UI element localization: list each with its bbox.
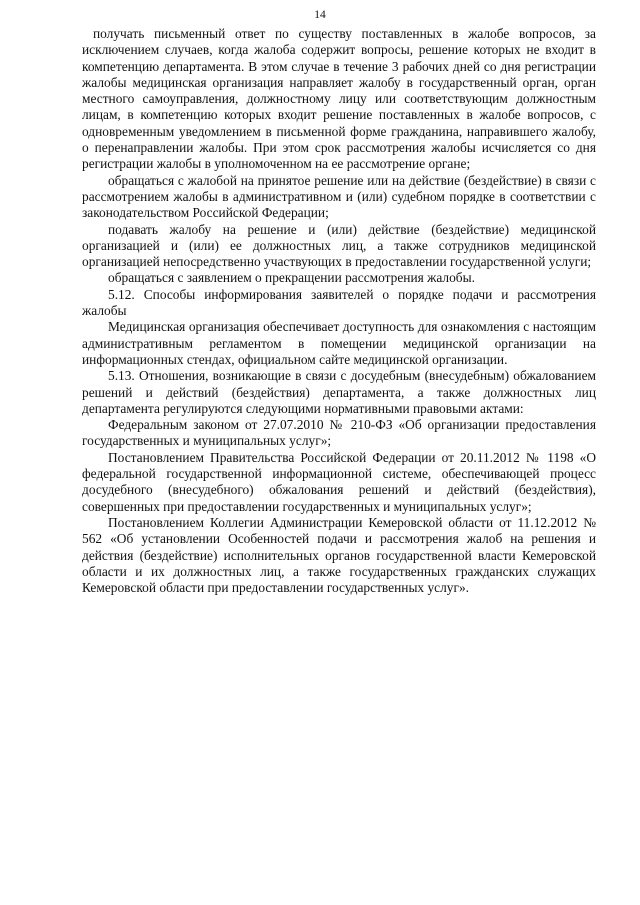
section-heading-5-13: 5.13. Отношения, возникающие в связи с досудебным (внесудебным) обжалованием решений и действий (бездействия) департамента, а также должностных лиц департамента регулируются следующими нормативными правовыми актами: [82, 368, 596, 416]
paragraph-file-complaint-right: подавать жалобу на решение и (или) действие (бездействие) медицинской организацией и (или) ее должностных лиц, а также сотрудников медицинской организацией непосредственно участвующих в предоставлении государственной услуги; [82, 221, 596, 270]
document-body [82, 26, 596, 596]
paragraph-accessibility: Медицинская организация обеспечивает доступность для ознакомления с настоящим административным регламентом в помещении медицинской организации на информационных стендах, официальном сайте медицинской организации. [82, 319, 596, 367]
page-number: 14 [314, 9, 326, 21]
paragraph-appeal-right: обращаться с жалобой на принятое решение или на действие (бездействие) в связи с рассмотрением жалобы в административном и (или) судебном порядке в соответствии с законодательством Российской Федерации; [82, 172, 596, 221]
paragraph-regional-decree: Постановлением Коллегии Администрации Кемеровской области от 11.12.2012 № 562 «Об установлении Особенностей подачи и рассмотрения жалоб на решения и действия (бездействие) исполнительных органов государственной власти Кемеровской области и их должностных лиц, а также государственных гражданских служащих Кемеровской области при предоставлении государственных услуг». [82, 514, 596, 596]
paragraph-government-decree: Постановлением Правительства Российской Федерации от 20.11.2012 № 1198 «О федеральной государственной информационной системе, обеспечивающей процесс досудебного (внесудебного) обжалования решений и действий (бездействия), совершенных при предоставлении государственных и муниципальных услуг»; [82, 449, 596, 514]
section-heading-5-12: 5.12. Способы информирования заявителей о порядке подачи и рассмотрения жалобы [82, 286, 596, 319]
paragraph-terminate-review-right: обращаться с заявлением о прекращении рассмотрения жалобы. [108, 270, 475, 286]
paragraph-complaint-reply-right: получать письменный ответ по существу поставленных в жалобе вопросов, за исключением случаев, когда жалоба содержит вопросы, решение которых не входит в компетенцию департамента. В этом случае в течение 3 рабочих дней со дня регистрации жалобы медицинская организация направляет жалобу в государственный орган, орган местного самоуправления, должностному лицу или соответствующим должностным лицам, в компетенцию которых входит решение поставленных в жалобе вопросов, с одновременным уведомлением в письменной форме гражданина, направившего жалобу, о перенаправлении жалобы. При этом срок рассмотрения жалобы исчисляется со дня регистрации жалобы в уполномоченном на ее рассмотрение органе; [82, 26, 596, 172]
paragraph-federal-law: Федеральным законом от 27.07.2010 № 210-ФЗ «Об организации предоставления государственных и муниципальных услуг»; [82, 417, 596, 449]
